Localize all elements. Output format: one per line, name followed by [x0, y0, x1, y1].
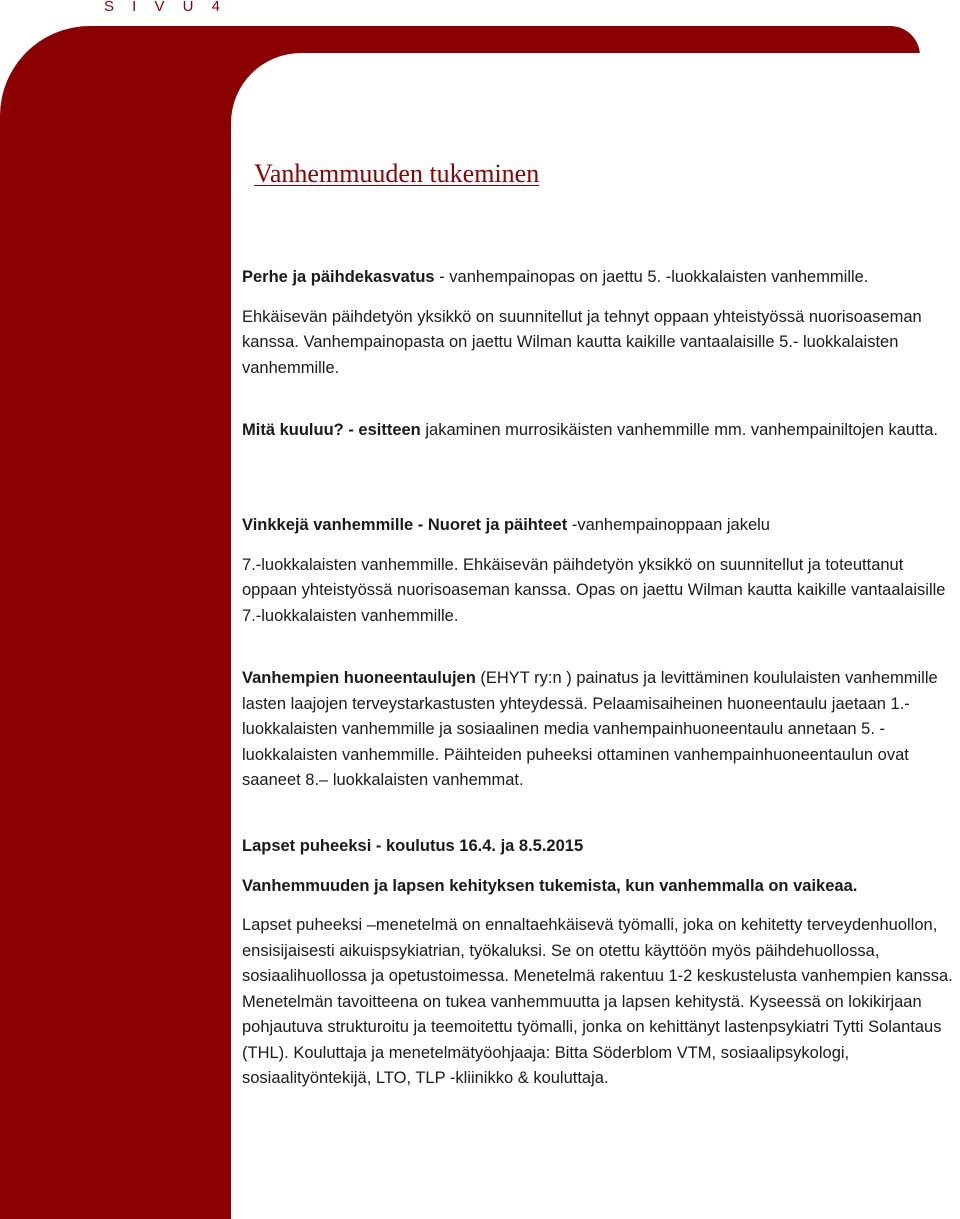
- section-heading: Vinkkejä vanhemmille - Nuoret ja päihteet: [242, 516, 568, 534]
- page-title: Vanhemmuuden tukeminen: [254, 159, 540, 188]
- section-heading-line: [242, 265, 958, 291]
- section-mita-kuuluu: [242, 418, 958, 444]
- section-perhe-ja-paihdekasvatus: [242, 265, 958, 381]
- section-heading: Mitä kuuluu? - esitteen: [242, 421, 421, 439]
- section-paragraph: [242, 666, 958, 794]
- section-body: Lapset puheeksi –menetelmä on ennaltaehkäisevä työmalli, joka on kehitetty terveydenhuollon, ensisijaisesti aikuispsykiatrian, työkaluksi. Se on otettu käyttöön myös päihdehuollossa, sosiaalihuollossa ja opetustoimessa. Menetelmä rakentuu 1-2 keskustelusta vanhempien kanssa. Menetelmän tavoitteena on tukea vanhemmuutta ja lapsen kehitystä. Kyseessä on lokikirjaan pohjautuva strukturoitu ja teemoitettu työmalli, jonka on kehittänyt lastenpsykiatri Tytti Solantaus (THL). Kouluttaja ja menetelmätyöohjaaja: Bitta Söderblom VTM, sosiaalipsykologi, sosiaalityöntekijä, LTO, TLP -kliinikko & kouluttaja.: [242, 916, 953, 1087]
- section-huoneentaulut: [242, 666, 958, 794]
- section-heading: Lapset puheeksi - koulutus 16.4. ja 8.5.2015: [242, 837, 584, 855]
- section-body: (EHYT ry:n ) painatus ja levittäminen koululaisten vanhemmille lasten laajojen terveystarkastusten yhteydessä. Pelaamisaiheinen huoneentaulu jaetaan 1.-luokkalaisten vanhemmille ja sosiaalinen media vanhempainhuoneentaulu annetaan 5. - luokkalaisten vanhemmille. Päihteiden puheeksi ottaminen vanhempainhuoneentaulun ovat saaneet 8.– luokkalaisten vanhemmat.: [242, 669, 938, 789]
- section-body: 7.-luokkalaisten vanhemmille. Ehkäisevän päihdetyön yksikkö on suunnitellut ja toteuttanut oppaan yhteistyössä nuorisoaseman kanssa. Opas on jaettu Wilman kautta kaikille vantaalaisille 7.-luokkalaisten vanhemmille.: [242, 555, 946, 625]
- section-lapset-puheeksi: [242, 834, 958, 1092]
- section-heading-rest: -vanhempainoppaan jakelu: [567, 516, 770, 534]
- section-heading: Vanhempien huoneentaulujen: [242, 669, 476, 687]
- section-heading-rest: - vanhempainopas on jaettu 5. -luokkalaisten vanhemmille.: [434, 268, 869, 286]
- section-heading-line: [242, 513, 958, 539]
- section-body: Ehkäisevän päihdetyön yksikkö on suunnitellut ja tehnyt oppaan yhteistyössä nuorisoaseman kanssa. Vanhempainopasta on jaettu Wilman kautta kaikille vantaalaisille 5.- luokkalaisten vanhemmille.: [242, 307, 922, 377]
- section-vinkkeja-vanhemmille: [242, 513, 958, 629]
- section-heading: Perhe ja päihdekasvatus: [242, 268, 435, 286]
- section-body: jakaminen murrosikäisten vanhemmille mm. vanhempainiltojen kautta.: [420, 421, 938, 439]
- section-subheading: Vanhemmuuden ja lapsen kehityksen tukemista, kun vanhemmalla on vaikeaa.: [242, 876, 858, 895]
- page-number-header: S I V U 4: [104, 0, 228, 15]
- section-paragraph: [242, 418, 958, 444]
